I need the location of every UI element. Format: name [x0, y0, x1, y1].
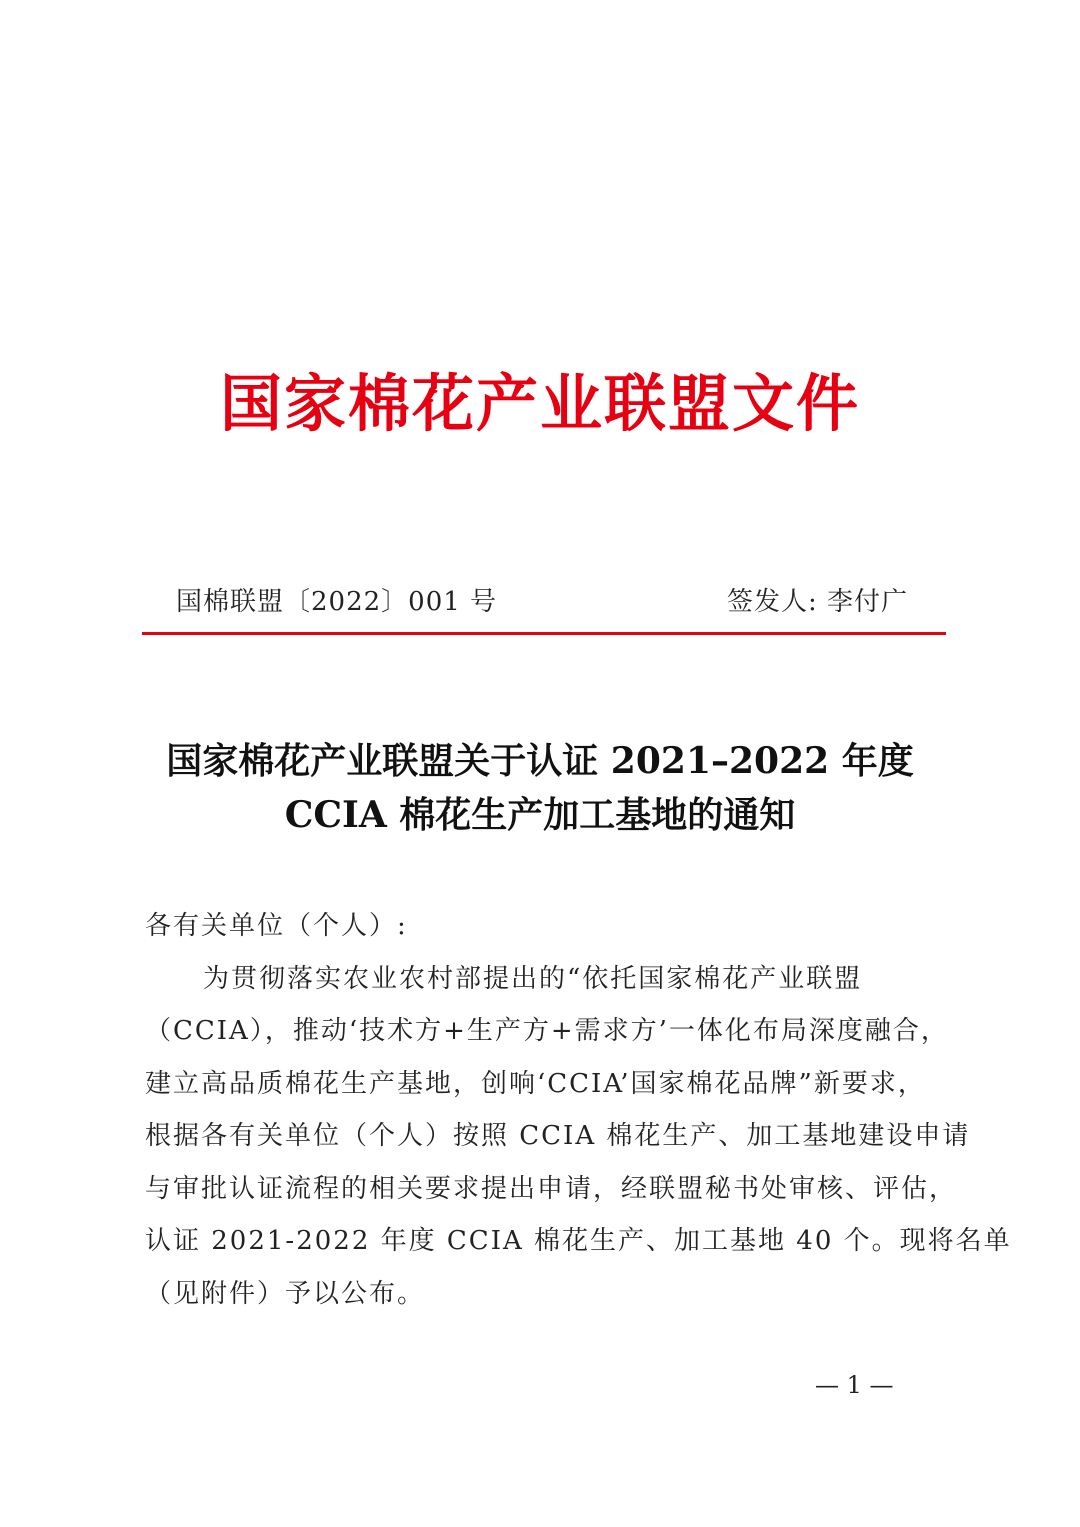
- signer: 签发人: 李付广: [726, 587, 908, 617]
- red-divider: [142, 632, 946, 635]
- body-line: 根据各有关单位（个人）按照 CCIA 棉花生产、加工基地建设申请: [145, 1121, 971, 1151]
- red-header-title: 国家棉花产业联盟文件: [219, 367, 860, 440]
- body-line: （见附件）予以公布。: [145, 1278, 426, 1309]
- body-line: 建立高品质棉花生产基地，创响‘CCIA’国家棉花品牌”新要求，: [145, 1068, 926, 1099]
- page-number: — 1 —: [815, 1371, 894, 1399]
- notice-title: [0, 734, 1080, 842]
- body-line: 与审批认证流程的相关要求提出申请，经联盟秘书处审核、评估，: [145, 1173, 958, 1204]
- body-line: 认证 2021-2022 年度 CCIA 棉花生产、加工基地 40 个。现将名单: [145, 1226, 1012, 1256]
- document-number: 国棉联盟〔2022〕001 号: [176, 587, 498, 617]
- salutation: 各有关单位（个人）:: [145, 911, 408, 941]
- title-line-1: 国家棉花产业联盟关于认证 2021–2022 年度: [166, 740, 914, 782]
- notice-body: [145, 900, 1012, 1320]
- body-line: （CCIA），推动‘技术方+生产方+需求方’一体化布局深度融合，: [145, 1016, 949, 1046]
- body-line: 为贯彻落实农业农村部提出的“依托国家棉花产业联盟: [203, 963, 863, 994]
- doc-info-row: [176, 582, 908, 622]
- title-line-2: CCIA 棉花生产加工基地的通知: [284, 794, 796, 836]
